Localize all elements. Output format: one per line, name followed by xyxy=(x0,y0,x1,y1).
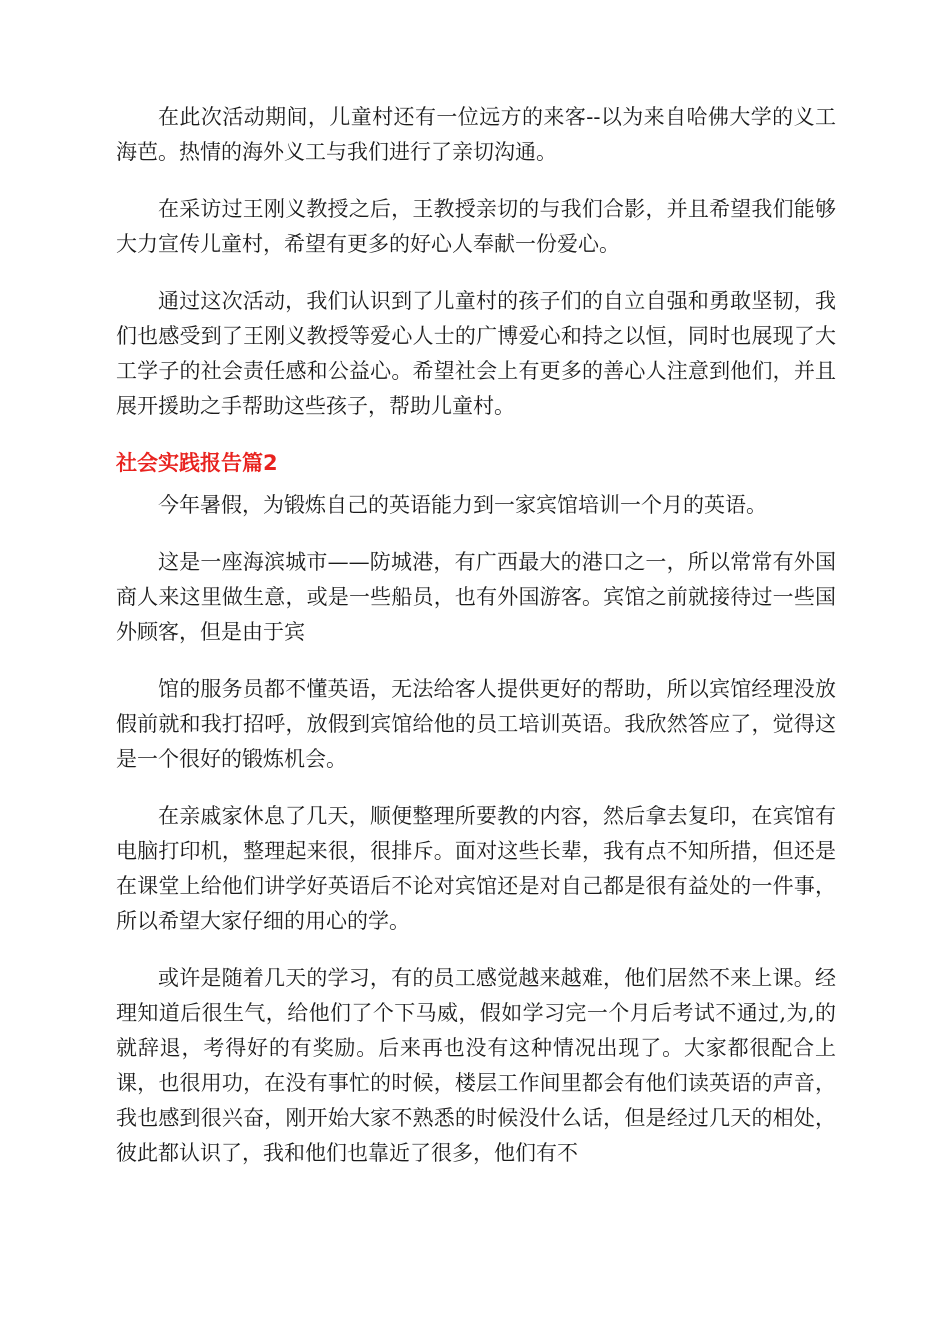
document-page xyxy=(116,100,836,1193)
paragraph: 通过这次活动，我们认识到了儿童村的孩子们的自立自强和勇敢坚韧，我们也感受到了王刚义教授等爱心人士的广博爱心和持之以恒，同时也展现了大工学子的社会责任感和公益心。希望社会上有更多的善心人注意到他们，并且展开援助之手帮助这些孩子，帮助儿童村。 xyxy=(116,289,836,418)
paragraph: 在采访过王刚义教授之后，王教授亲切的与我们合影，并且希望我们能够大力宣传儿童村，希望有更多的好心人奉献一份爱心。 xyxy=(116,197,836,256)
section-heading: 社会实践报告篇2 xyxy=(116,451,278,475)
paragraph: 在亲戚家休息了几天，顺便整理所要教的内容，然后拿去复印，在宾馆有电脑打印机，整理起来很，很排斥。面对这些长辈，我有点不知所措，但还是在课堂上给他们讲学好英语后不论对宾馆还是对自己都是很有益处的一件事，所以希望大家仔细的用心的学。 xyxy=(116,804,836,933)
paragraph: 或许是随着几天的学习，有的员工感觉越来越难，他们居然不来上课。经理知道后很生气，给他们了个下马威，假如学习完一个月后考试不通过,为,的就辞退，考得好的有奖励。后来再也没有这种情况出现了。大家都很配合上课，也很用功，在没有事忙的时候，楼层工作间里都会有他们读英语的声音，我也感到很兴奋，刚开始大家不熟悉的时候没什么话，但是经过几天的相处，彼此都认识了，我和他们也靠近了很多，他们有不 xyxy=(116,966,836,1165)
paragraph: 在此次活动期间，儿童村还有一位远方的来客--以为来自哈佛大学的义工海芭。热情的海外义工与我们进行了亲切沟通。 xyxy=(116,105,836,164)
paragraph: 这是一座海滨城市——防城港，有广西最大的港口之一，所以常常有外国商人来这里做生意，或是一些船员，也有外国游客。宾馆之前就接待过一些国外顾客，但是由于宾 xyxy=(116,550,836,644)
paragraph: 今年暑假，为锻炼自己的英语能力到一家宾馆培训一个月的英语。 xyxy=(158,493,767,517)
paragraph: 馆的服务员都不懂英语，无法给客人提供更好的帮助，所以宾馆经理没放假前就和我打招呼，放假到宾馆给他的员工培训英语。我欣然答应了，觉得这是一个很好的锻炼机会。 xyxy=(116,677,836,771)
